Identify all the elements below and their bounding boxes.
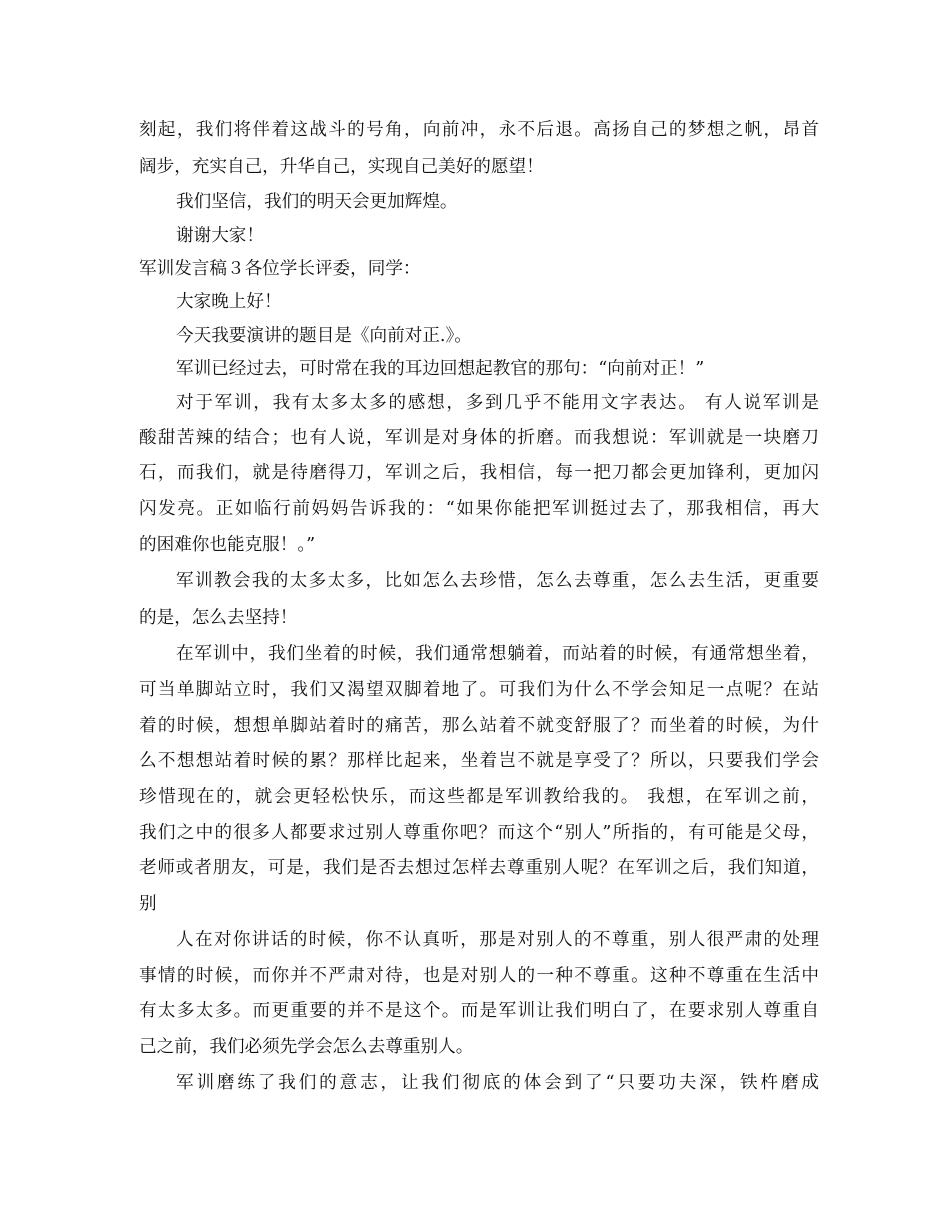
text-line: 人在对你讲话的时候，你不认真听，那是对别人的不尊重，别人很严肃的处理 — [176, 930, 819, 950]
text-line: 己之前，我们必须先学会怎么去尊重别人。 — [139, 1037, 474, 1057]
text-line: 谢谢大家！ — [176, 226, 264, 246]
text-line: 可当单脚站立时，我们又渴望双脚着地了。可我们为什么不学会知足一点呢？在站 — [139, 680, 819, 700]
text-line: 刻起，我们将伴着这战斗的号角，向前冲，永不后退。高扬自己的梦想之帆，昂首 — [139, 120, 819, 140]
text-line: 别 — [139, 894, 157, 914]
section-heading: 军训发言稿３各位学长评委，同学： — [139, 259, 421, 279]
text-line: 的困难你也能克服！。” — [139, 535, 316, 555]
text-line: 对于军训，我有太多太多的感想，多到几乎不能用文字表达。 有人说军训是 — [176, 393, 819, 413]
text-line: 着的时候，想想单脚站着时的痛苦，那么站着不就变舒服了？而坐着的时候，为什 — [139, 716, 819, 736]
text-line: 军训教会我的太多太多，比如怎么去珍惜，怎么去尊重，怎么去生活，更重要 — [176, 571, 819, 591]
text-line: 我们之中的很多人都要求过别人尊重你吧？而这个“别人”所指的，有可能是父母， — [139, 823, 819, 843]
text-line: 事情的时候，而你并不严肃对待，也是对别人的一种不尊重。这种不尊重在生活中 — [139, 966, 819, 986]
text-line: 石，而我们，就是待磨得刀，军训之后，我相信，每一把刀都会更加锋利，更加闪 — [139, 463, 819, 483]
text-line: 大家晚上好！ — [176, 292, 282, 312]
text-line: 今天我要演讲的题目是《向前对正.》。 — [176, 326, 472, 346]
text-line: 阔步，充实自己，升华自己，实现自己美好的愿望！ — [139, 157, 544, 177]
text-line: 在军训中，我们坐着的时候，我们通常想躺着，而站着的时候，有通常想坐着， — [176, 644, 819, 664]
text-line: 有太多太多。而更重要的并不是这个。而是军训让我们明白了，在要求别人尊重自 — [139, 1001, 819, 1021]
text-line: 珍惜现在的，就会更轻松快乐，而这些都是军训教给我的。 我想，在军训之前， — [139, 787, 819, 807]
text-line: 军训磨练了我们的意志，让我们彻底的体会到了“只要功夫深，铁杵磨成 — [176, 1073, 819, 1093]
text-line: 闪发亮。正如临行前妈妈告诉我的：“如果你能把军训挺过去了，那我相信，再大 — [139, 499, 819, 519]
text-line: 我们坚信，我们的明天会更加辉煌。 — [176, 192, 458, 212]
text-line: 么不想想站着时候的累？那样比起来，坐着岂不就是享受了？所以，只要我们学会 — [139, 751, 819, 771]
text-line: 的是，怎么去坚持！ — [139, 608, 298, 628]
text-line: 老师或者朋友，可是，我们是否去想过怎样去尊重别人呢？在军训之后，我们知道， — [139, 858, 819, 878]
text-line: 军训已经过去，可时常在我的耳边回想起教官的那句：“向前对正！” — [176, 359, 705, 379]
text-line: 酸甜苦辣的结合；也有人说，军训是对身体的折磨。而我想说：军训就是一块磨刀 — [139, 428, 819, 448]
